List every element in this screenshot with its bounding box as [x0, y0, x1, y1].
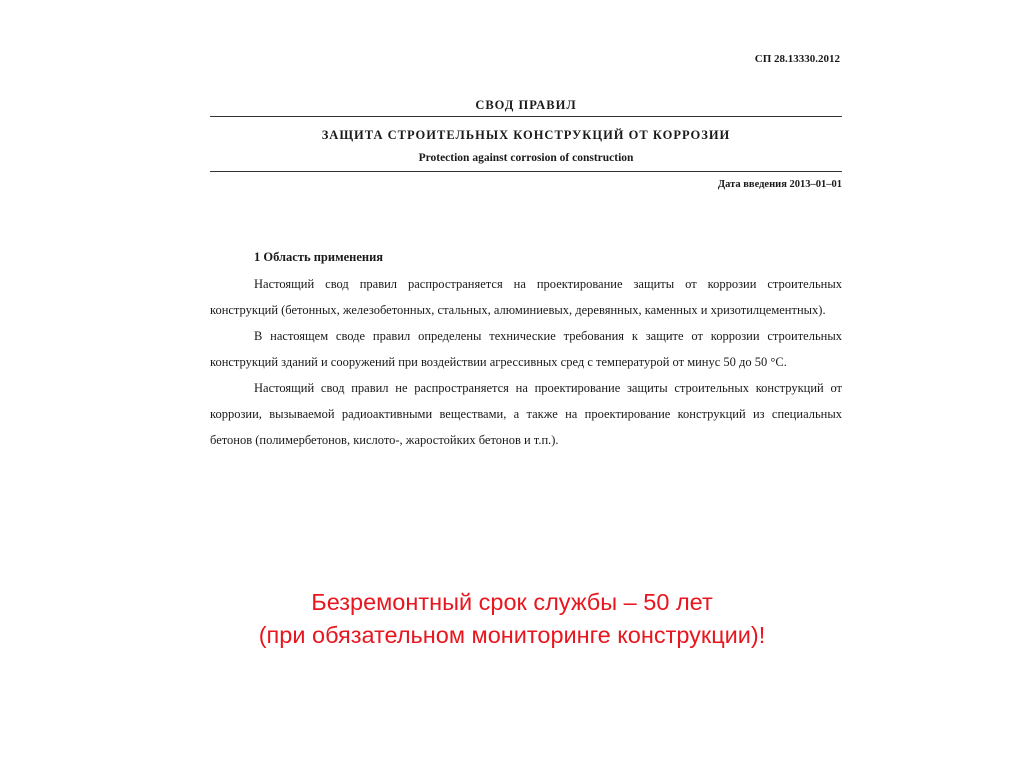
document-title-ru: ЗАЩИТА СТРОИТЕЛЬНЫХ КОНСТРУКЦИЙ ОТ КОРРОЗИИ — [321, 128, 731, 142]
paragraph-2: В настоящем своде правил определены технические требования к защите от коррозии строительных конструкций зданий и сооружений при воздействии агрессивных сред с температурой от минус 50 до 50 °С. — [210, 329, 842, 369]
caption-line-1: Безремонтный срок службы – 50 лет — [311, 589, 713, 615]
caption — [0, 586, 1024, 652]
intro-date: Дата введения 2013–01–01 — [717, 179, 842, 190]
document-title-en: Protection against corrosion of construction — [418, 152, 634, 164]
collection-title: СВОД ПРАВИЛ — [475, 98, 577, 112]
paragraph-3: Настоящий свод правил не распространяется на проектирование защиты строительных конструкций от коррозии, вызываемой радиоактивными веществами, а также на проектирование конструкций из специальных бетонов (полимербетонов, кислото-, жаростойких бетонов и т.п.). — [210, 381, 842, 447]
divider-top — [210, 116, 842, 117]
document-code: СП 28.13330.2012 — [754, 53, 840, 65]
caption-line-2: (при обязательном мониторинге конструкции)! — [258, 622, 766, 648]
document-image — [210, 48, 842, 453]
paragraph-1: Настоящий свод правил распространяется на проектирование защиты от коррозии строительных конструкций (бетонных, железобетонных, стальных, алюминиевых, деревянных, каменных и хризотилцементных). — [210, 277, 842, 317]
divider-bottom — [210, 171, 842, 172]
section-heading: 1 Область применения — [254, 250, 384, 264]
